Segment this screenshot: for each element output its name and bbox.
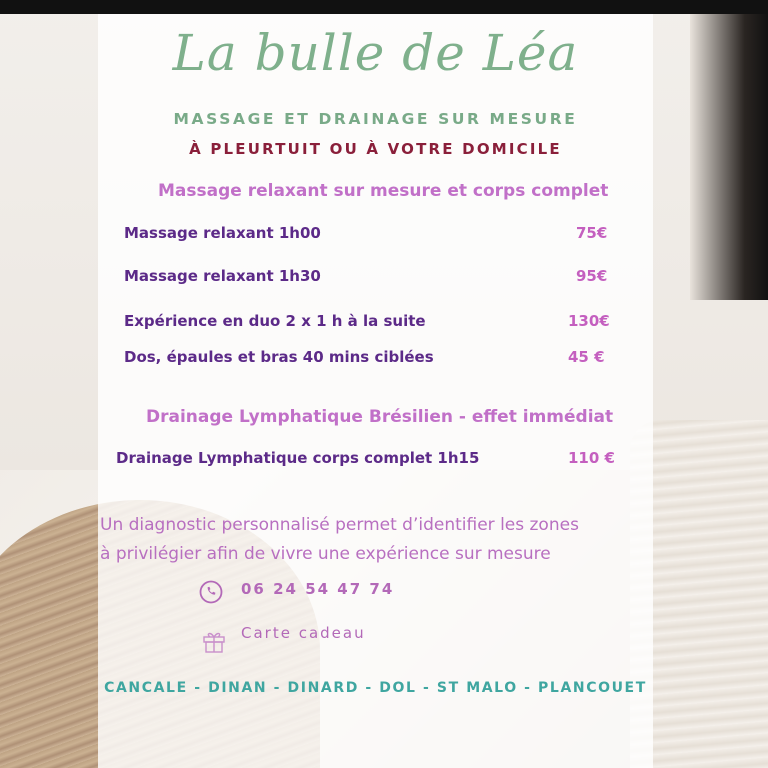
service-item-price: 45 € [568,348,605,366]
phone-number: 06 24 54 47 74 [241,580,395,598]
service-item-price: 75€ [576,224,608,242]
menu-card [98,14,653,768]
service-item-label: Drainage Lymphatique corps complet 1h15 [116,449,480,467]
service-item-price: 95€ [576,267,608,285]
location-text: À PLEURTUIT OU À VOTRE DOMICILE [189,140,562,158]
service-item-label: Expérience en duo 2 x 1 h à la suite [124,312,426,330]
service-towns: CANCALE - DINAN - DINARD - DOL - ST MALO - PLANCOUET [104,680,647,696]
service-item-label: Dos, épaules et bras 40 mins ciblées [124,348,434,366]
massage-section-title: Massage relaxant sur mesure et corps complet [158,181,609,201]
brand-subtitle: MASSAGE ET DRAINAGE SUR MESURE [173,110,578,128]
service-item-price: 110 € [568,449,615,467]
diagnostic-note-line1: Un diagnostic personnalisé permet d’identifier les zones [100,515,579,535]
gift-icon [202,628,226,659]
brand-logo: La bulle de Léa [172,24,579,82]
service-item-price: 130€ [568,312,610,330]
background-shadow [690,0,768,300]
diagnostic-note-line2: à privilégier afin de vivre une expérience sur mesure [100,544,551,564]
service-item-label: Massage relaxant 1h30 [124,267,321,285]
drainage-section-title: Drainage Lymphatique Brésilien - effet immédiat [146,407,614,427]
service-item-label: Massage relaxant 1h00 [124,224,321,242]
gift-card-label: Carte cadeau [241,624,366,642]
top-border [0,0,768,14]
phone-icon [199,580,223,609]
